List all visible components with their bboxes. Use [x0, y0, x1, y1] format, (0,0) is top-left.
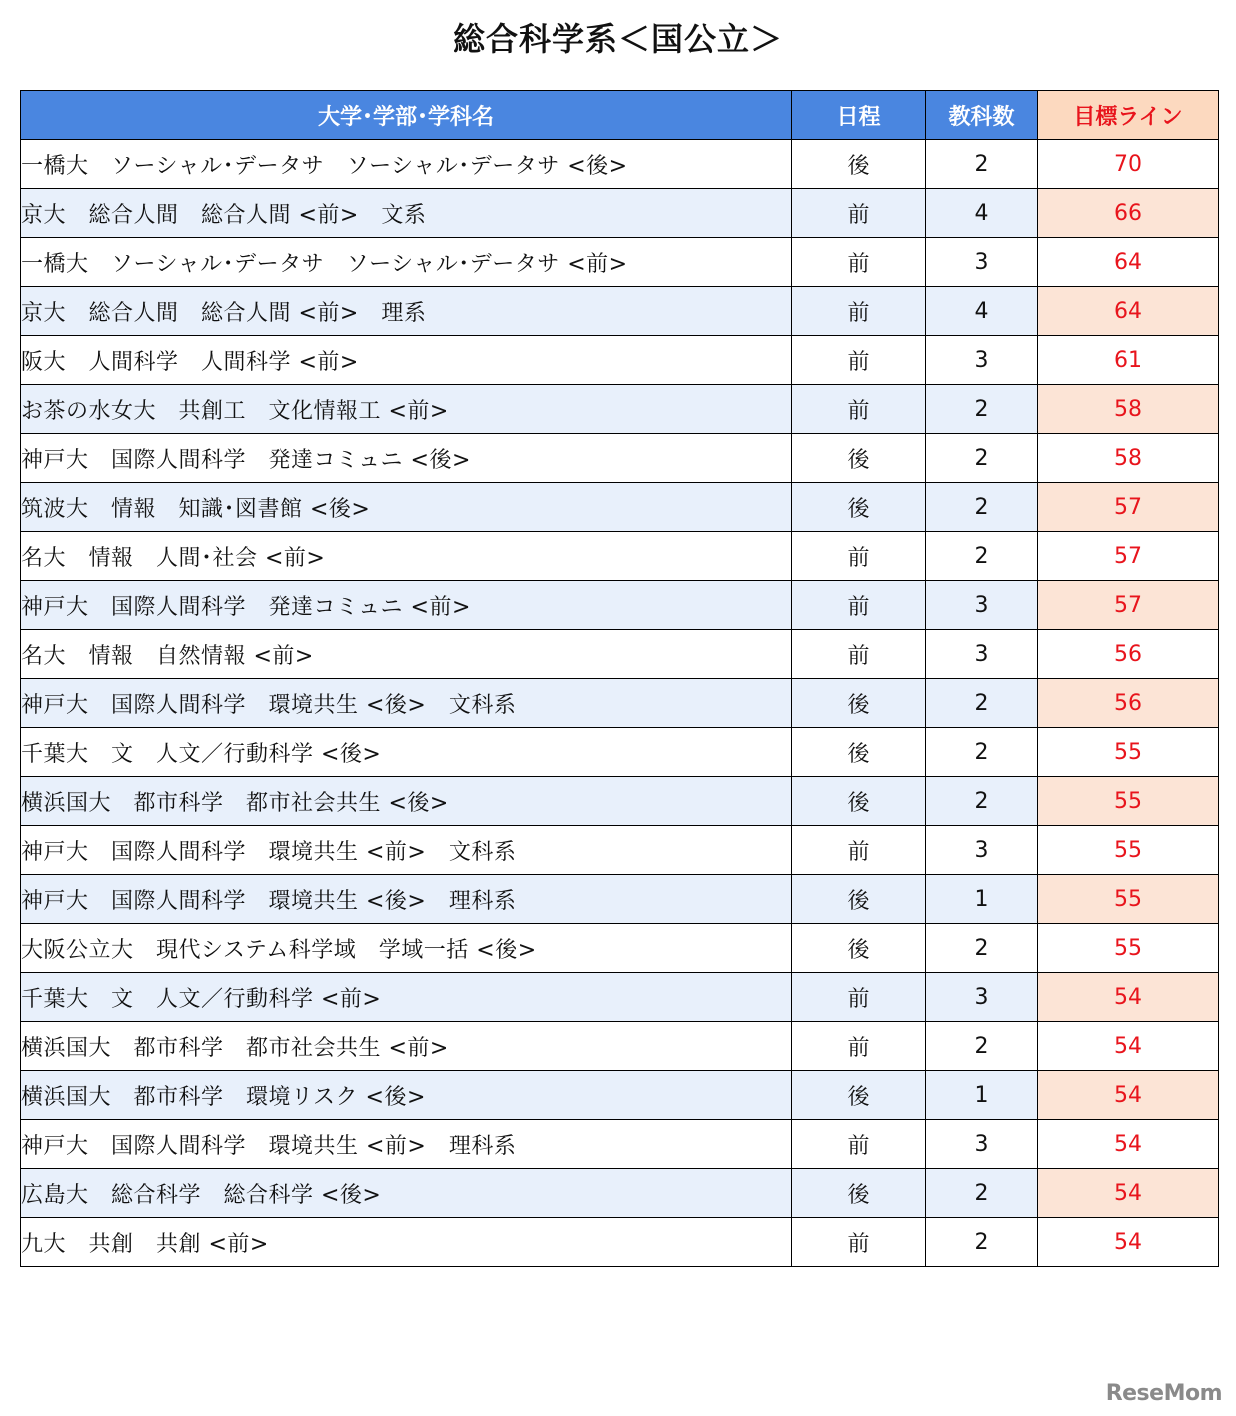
- cell-subjects: 2: [926, 385, 1038, 434]
- cell-name: 神戸大 国際人間科学 発達コミュニ <前>: [21, 581, 792, 630]
- cell-name: 名大 情報 人間･社会 <前>: [21, 532, 792, 581]
- table-row: [21, 826, 1219, 875]
- cell-subjects: 4: [926, 189, 1038, 238]
- cell-subjects: 2: [926, 1169, 1038, 1218]
- cell-name: 広島大 総合科学 総合科学 <後>: [21, 1169, 792, 1218]
- cell-subjects: 3: [926, 1120, 1038, 1169]
- table-row: [21, 385, 1219, 434]
- cell-subjects: 2: [926, 777, 1038, 826]
- table-row: [21, 1120, 1219, 1169]
- table-row: [21, 140, 1219, 189]
- cell-schedule: 前: [792, 630, 926, 679]
- cell-subjects: 2: [926, 140, 1038, 189]
- cell-subjects: 2: [926, 532, 1038, 581]
- cell-target: 64: [1038, 287, 1219, 336]
- cell-name: お茶の水女大 共創工 文化情報工 <前>: [21, 385, 792, 434]
- cell-name: 阪大 人間科学 人間科学 <前>: [21, 336, 792, 385]
- table-row: [21, 630, 1219, 679]
- cell-target: 70: [1038, 140, 1219, 189]
- resemom-logo: ReseMom: [1105, 1381, 1222, 1406]
- cell-schedule: 前: [792, 973, 926, 1022]
- cell-schedule: 前: [792, 385, 926, 434]
- cell-subjects: 3: [926, 581, 1038, 630]
- cell-target: 64: [1038, 238, 1219, 287]
- cell-target: 56: [1038, 679, 1219, 728]
- table-row: [21, 287, 1219, 336]
- cell-subjects: 4: [926, 287, 1038, 336]
- cell-subjects: 2: [926, 728, 1038, 777]
- cell-target: 57: [1038, 532, 1219, 581]
- cell-target: 54: [1038, 1169, 1219, 1218]
- table-row: [21, 532, 1219, 581]
- table-row: [21, 973, 1219, 1022]
- table-row: [21, 1218, 1219, 1267]
- cell-name: 横浜国大 都市科学 都市社会共生 <前>: [21, 1022, 792, 1071]
- cell-subjects: 3: [926, 238, 1038, 287]
- table-body: [21, 140, 1219, 1267]
- table-row: [21, 679, 1219, 728]
- cell-subjects: 1: [926, 1071, 1038, 1120]
- table-row: [21, 924, 1219, 973]
- table-row: [21, 434, 1219, 483]
- cell-name: 一橋大 ソーシャル･データサ ソーシャル･データサ <後>: [21, 140, 792, 189]
- cell-target: 61: [1038, 336, 1219, 385]
- cell-schedule: 前: [792, 1120, 926, 1169]
- cell-target: 66: [1038, 189, 1219, 238]
- cell-name: 千葉大 文 人文／行動科学 <前>: [21, 973, 792, 1022]
- page-title: 総合科学系＜国公立＞: [452, 20, 783, 58]
- cell-schedule: 前: [792, 287, 926, 336]
- cell-target: 54: [1038, 1120, 1219, 1169]
- cell-name: 京大 総合人間 総合人間 <前> 理系: [21, 287, 792, 336]
- cell-subjects: 3: [926, 336, 1038, 385]
- cell-schedule: 前: [792, 1218, 926, 1267]
- table-row: [21, 1071, 1219, 1120]
- table-row: [21, 1022, 1219, 1071]
- table-row: [21, 875, 1219, 924]
- table-row: [21, 189, 1219, 238]
- cell-name: 神戸大 国際人間科学 環境共生 <前> 理科系: [21, 1120, 792, 1169]
- cell-name: 神戸大 国際人間科学 環境共生 <後> 文科系: [21, 679, 792, 728]
- cell-name: 一橋大 ソーシャル･データサ ソーシャル･データサ <前>: [21, 238, 792, 287]
- cell-schedule: 後: [792, 1169, 926, 1218]
- cell-target: 58: [1038, 385, 1219, 434]
- cell-name: 名大 情報 自然情報 <前>: [21, 630, 792, 679]
- table-row: [21, 1169, 1219, 1218]
- cell-target: 55: [1038, 826, 1219, 875]
- cell-schedule: 後: [792, 1071, 926, 1120]
- table-row: [21, 336, 1219, 385]
- cell-schedule: 後: [792, 924, 926, 973]
- table-header-row: [21, 91, 1219, 140]
- cell-subjects: 2: [926, 1022, 1038, 1071]
- cell-subjects: 2: [926, 434, 1038, 483]
- cell-schedule: 前: [792, 189, 926, 238]
- header-name: 大学･学部･学科名: [21, 91, 792, 140]
- cell-target: 56: [1038, 630, 1219, 679]
- table-row: [21, 777, 1219, 826]
- cell-name: 神戸大 国際人間科学 環境共生 <前> 文科系: [21, 826, 792, 875]
- cell-name: 九大 共創 共創 <前>: [21, 1218, 792, 1267]
- cell-subjects: 3: [926, 973, 1038, 1022]
- cell-target: 55: [1038, 924, 1219, 973]
- cell-target: 58: [1038, 434, 1219, 483]
- cell-subjects: 1: [926, 875, 1038, 924]
- header-subjects: 教科数: [926, 91, 1038, 140]
- cell-schedule: 後: [792, 728, 926, 777]
- cell-schedule: 後: [792, 875, 926, 924]
- cell-subjects: 2: [926, 1218, 1038, 1267]
- header-target: 目標ライン: [1038, 91, 1219, 140]
- cell-schedule: 前: [792, 238, 926, 287]
- cell-target: 57: [1038, 581, 1219, 630]
- cell-subjects: 2: [926, 483, 1038, 532]
- cell-name: 筑波大 情報 知識･図書館 <後>: [21, 483, 792, 532]
- cell-target: 54: [1038, 1071, 1219, 1120]
- cell-name: 大阪公立大 現代システム科学域 学域一括 <後>: [21, 924, 792, 973]
- table-row: [21, 483, 1219, 532]
- cell-schedule: 後: [792, 777, 926, 826]
- cell-name: 神戸大 国際人間科学 環境共生 <後> 理科系: [21, 875, 792, 924]
- cell-target: 57: [1038, 483, 1219, 532]
- cell-target: 54: [1038, 1022, 1219, 1071]
- table-row: [21, 238, 1219, 287]
- cell-target: 55: [1038, 728, 1219, 777]
- table-row: [21, 581, 1219, 630]
- cell-name: 神戸大 国際人間科学 発達コミュニ <後>: [21, 434, 792, 483]
- cell-schedule: 後: [792, 679, 926, 728]
- cell-schedule: 後: [792, 434, 926, 483]
- cell-schedule: 前: [792, 826, 926, 875]
- cell-subjects: 3: [926, 630, 1038, 679]
- cell-schedule: 前: [792, 581, 926, 630]
- cell-schedule: 後: [792, 140, 926, 189]
- cell-schedule: 前: [792, 1022, 926, 1071]
- cell-target: 55: [1038, 777, 1219, 826]
- cell-schedule: 後: [792, 483, 926, 532]
- cell-target: 55: [1038, 875, 1219, 924]
- table-row: [21, 728, 1219, 777]
- cell-name: 京大 総合人間 総合人間 <前> 文系: [21, 189, 792, 238]
- cell-target: 54: [1038, 1218, 1219, 1267]
- cell-schedule: 前: [792, 336, 926, 385]
- cell-subjects: 2: [926, 679, 1038, 728]
- cell-target: 54: [1038, 973, 1219, 1022]
- cell-subjects: 3: [926, 826, 1038, 875]
- cell-name: 横浜国大 都市科学 環境リスク <後>: [21, 1071, 792, 1120]
- cell-name: 横浜国大 都市科学 都市社会共生 <後>: [21, 777, 792, 826]
- cell-name: 千葉大 文 人文／行動科学 <後>: [21, 728, 792, 777]
- cell-schedule: 前: [792, 532, 926, 581]
- ranking-table: [20, 90, 1219, 1267]
- cell-subjects: 2: [926, 924, 1038, 973]
- header-schedule: 日程: [792, 91, 926, 140]
